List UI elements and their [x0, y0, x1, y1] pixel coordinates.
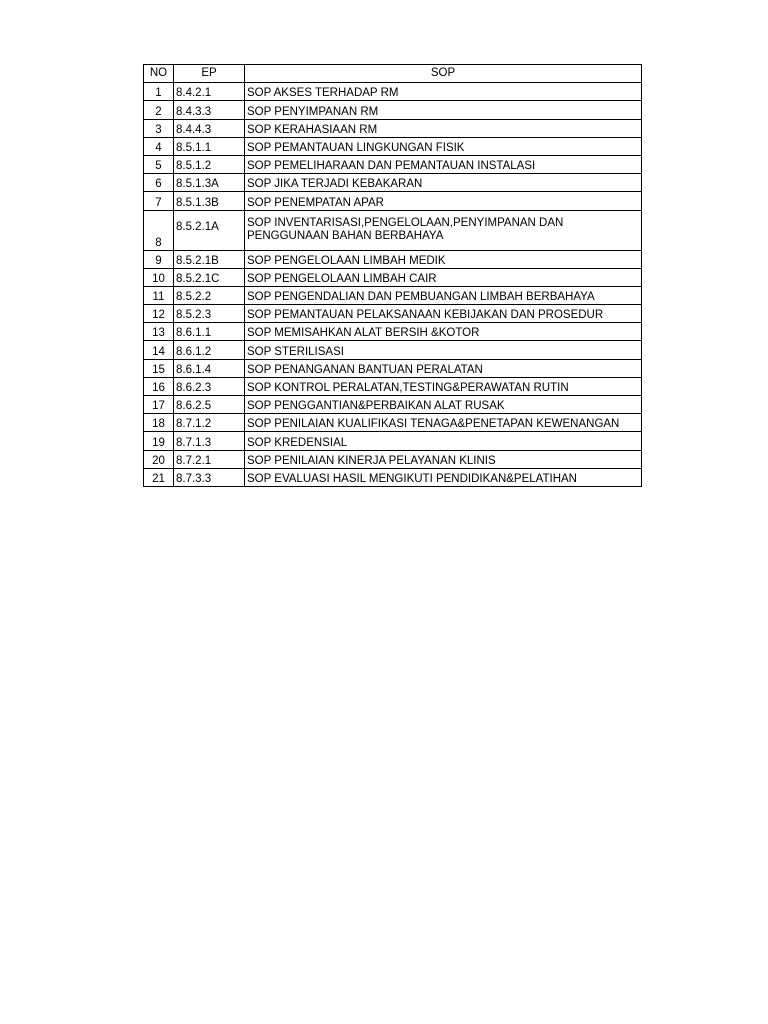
row-number-cell: 19: [144, 432, 174, 450]
table-row: [144, 268, 642, 286]
sop-title-cell: SOP PEMELIHARAAN DAN PEMANTAUAN INSTALASI: [245, 155, 642, 173]
sop-title-cell: SOP EVALUASI HASIL MENGIKUTI PENDIDIKAN&PELATIHAN: [245, 468, 642, 486]
table-row: [144, 174, 642, 192]
table-row: [144, 341, 642, 359]
ep-code-cell: 8.5.2.1B: [174, 250, 245, 268]
row-number-cell: 3: [144, 119, 174, 137]
row-number-cell: 8: [144, 210, 174, 250]
row-number-cell: 21: [144, 468, 174, 486]
row-number-cell: 18: [144, 414, 174, 432]
table-row: [144, 450, 642, 468]
row-number-cell: 13: [144, 323, 174, 341]
sop-title-cell: SOP PEMANTAUAN PELAKSANAAN KEBIJAKAN DAN PROSEDUR: [245, 305, 642, 323]
sop-title-cell: SOP KERAHASIAAN RM: [245, 119, 642, 137]
table-row: [144, 377, 642, 395]
ep-code-cell: 8.5.2.3: [174, 305, 245, 323]
row-number-cell: 20: [144, 450, 174, 468]
sop-title-cell: SOP PENYIMPANAN RM: [245, 101, 642, 119]
ep-code-cell: 8.5.2.2: [174, 286, 245, 304]
row-number-cell: 2: [144, 101, 174, 119]
sop-table: [143, 64, 642, 487]
sop-title-cell: SOP PENEMPATAN APAR: [245, 192, 642, 210]
table-row: [144, 155, 642, 173]
ep-code-cell: 8.6.1.1: [174, 323, 245, 341]
ep-code-cell: 8.4.3.3: [174, 101, 245, 119]
ep-code-cell: 8.6.1.4: [174, 359, 245, 377]
ep-code-cell: 8.5.1.3B: [174, 192, 245, 210]
ep-code-cell: 8.7.2.1: [174, 450, 245, 468]
row-number-cell: 1: [144, 83, 174, 101]
header-no: NO: [144, 65, 174, 83]
table-row: [144, 432, 642, 450]
sop-title-cell: SOP PENILAIAN KINERJA PELAYANAN KLINIS: [245, 450, 642, 468]
row-number-cell: 16: [144, 377, 174, 395]
table-row: [144, 305, 642, 323]
table-row: [144, 414, 642, 432]
ep-code-cell: 8.4.2.1: [174, 83, 245, 101]
row-number-cell: 12: [144, 305, 174, 323]
ep-code-cell: 8.6.2.5: [174, 396, 245, 414]
table-row: [144, 250, 642, 268]
row-number-cell: 17: [144, 396, 174, 414]
table-row: [144, 396, 642, 414]
table-row: [144, 83, 642, 101]
ep-code-cell: 8.5.1.2: [174, 155, 245, 173]
row-number-cell: 15: [144, 359, 174, 377]
table-row: [144, 210, 642, 250]
sop-title-cell: SOP MEMISAHKAN ALAT BERSIH &KOTOR: [245, 323, 642, 341]
ep-code-cell: 8.7.1.2: [174, 414, 245, 432]
row-number-cell: 6: [144, 174, 174, 192]
sop-title-cell: SOP PENGELOLAAN LIMBAH CAIR: [245, 268, 642, 286]
table-row: [144, 119, 642, 137]
ep-code-cell: 8.7.3.3: [174, 468, 245, 486]
sop-title-cell: SOP PEMANTAUAN LINGKUNGAN FISIK: [245, 137, 642, 155]
table-body: [144, 83, 642, 487]
table-row: [144, 468, 642, 486]
ep-code-cell: 8.7.1.3: [174, 432, 245, 450]
ep-code-cell: 8.5.1.3A: [174, 174, 245, 192]
sop-title-cell: SOP PENILAIAN KUALIFIKASI TENAGA&PENETAPAN KEWENANGAN: [245, 414, 642, 432]
sop-title-cell: SOP PENGGANTIAN&PERBAIKAN ALAT RUSAK: [245, 396, 642, 414]
sop-title-cell: SOP PENGENDALIAN DAN PEMBUANGAN LIMBAH BERBAHAYA: [245, 286, 642, 304]
sop-title-cell: SOP AKSES TERHADAP RM: [245, 83, 642, 101]
sop-title-cell: SOP PENGELOLAAN LIMBAH MEDIK: [245, 250, 642, 268]
header-sop: SOP: [245, 65, 642, 83]
sop-title-cell: SOP KREDENSIAL: [245, 432, 642, 450]
table-row: [144, 359, 642, 377]
row-number-cell: 5: [144, 155, 174, 173]
row-number-cell: 14: [144, 341, 174, 359]
sop-title-cell: SOP JIKA TERJADI KEBAKARAN: [245, 174, 642, 192]
ep-code-cell: 8.4.4.3: [174, 119, 245, 137]
row-number-cell: 9: [144, 250, 174, 268]
table-row: [144, 192, 642, 210]
header-ep: EP: [174, 65, 245, 83]
row-number-cell: 4: [144, 137, 174, 155]
ep-code-cell: 8.5.2.1C: [174, 268, 245, 286]
table-row: [144, 101, 642, 119]
table-row: [144, 286, 642, 304]
row-number-cell: 10: [144, 268, 174, 286]
ep-code-cell: 8.6.1.2: [174, 341, 245, 359]
sop-title-cell: SOP PENANGANAN BANTUAN PERALATAN: [245, 359, 642, 377]
table-header-row: [144, 65, 642, 83]
sop-title-cell: SOP STERILISASI: [245, 341, 642, 359]
ep-code-cell: 8.5.1.1: [174, 137, 245, 155]
table-row: [144, 323, 642, 341]
table-row: [144, 137, 642, 155]
row-number-cell: 7: [144, 192, 174, 210]
ep-code-cell: 8.5.2.1A: [174, 210, 245, 250]
row-number-cell: 11: [144, 286, 174, 304]
sop-title-cell: SOP KONTROL PERALATAN,TESTING&PERAWATAN RUTIN: [245, 377, 642, 395]
sop-title-cell: SOP INVENTARISASI,PENGELOLAAN,PENYIMPANAN DAN PENGGUNAAN BAHAN BERBAHAYA: [245, 210, 642, 250]
ep-code-cell: 8.6.2.3: [174, 377, 245, 395]
